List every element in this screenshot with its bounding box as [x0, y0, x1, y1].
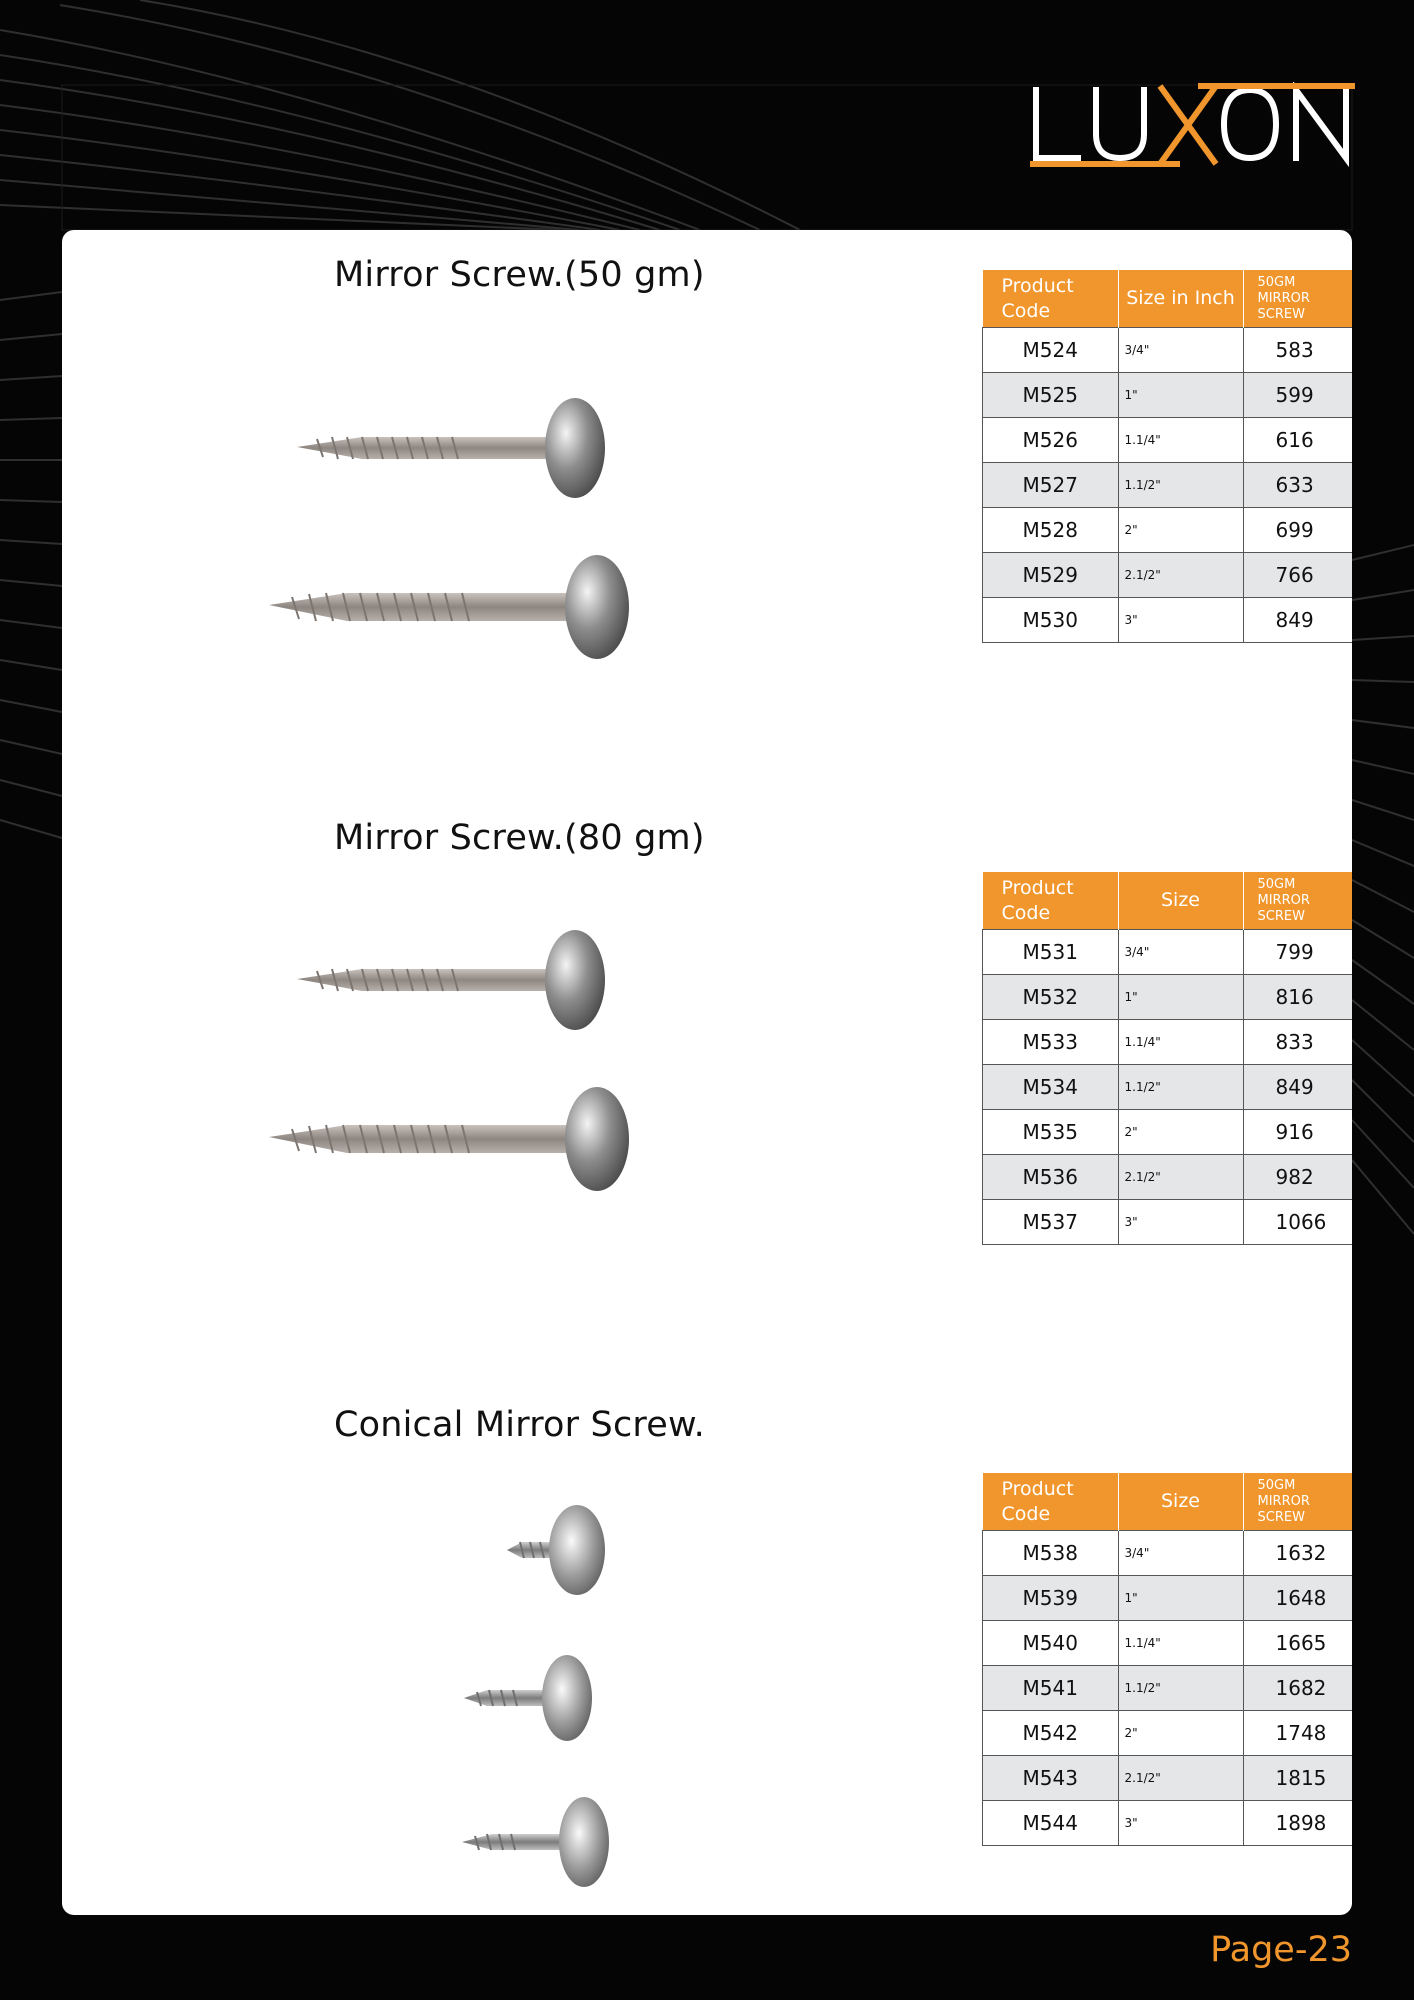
- table-row: [983, 1531, 1353, 1576]
- product-size: 3": [1118, 1801, 1243, 1846]
- table-row: [983, 1621, 1353, 1666]
- product-price: 616: [1243, 418, 1352, 463]
- product-size: 1.1/4": [1118, 1621, 1243, 1666]
- price-table-80gm: [982, 872, 1352, 1245]
- table-row: [983, 1666, 1353, 1711]
- product-price: 633: [1243, 463, 1352, 508]
- conical-screws-icon: [442, 1490, 702, 1890]
- table-row: [983, 373, 1353, 418]
- product-size: 2": [1118, 1110, 1243, 1155]
- table-row: [983, 598, 1353, 643]
- product-size: 3/4": [1118, 930, 1243, 975]
- product-code: M525: [983, 373, 1119, 418]
- product-price: 916: [1243, 1110, 1352, 1155]
- product-size: 1": [1118, 373, 1243, 418]
- table-row: [983, 508, 1353, 553]
- product-code: M538: [983, 1531, 1119, 1576]
- product-code: M535: [983, 1110, 1119, 1155]
- product-code: M542: [983, 1711, 1119, 1756]
- header-product-code: Product Code: [983, 270, 1119, 328]
- product-price: 1682: [1243, 1666, 1352, 1711]
- product-size: 1.1/2": [1118, 1065, 1243, 1110]
- product-size: 1.1/2": [1118, 463, 1243, 508]
- product-code: M526: [983, 418, 1119, 463]
- product-code: M527: [983, 463, 1119, 508]
- product-size: 1": [1118, 975, 1243, 1020]
- product-price: 799: [1243, 930, 1352, 975]
- page-number: Page-23: [1210, 1930, 1352, 1970]
- product-code: M533: [983, 1020, 1119, 1065]
- product-size: 2.1/2": [1118, 1155, 1243, 1200]
- luxon-logo: [1030, 82, 1355, 172]
- product-price: 1632: [1243, 1531, 1352, 1576]
- product-price: 1665: [1243, 1621, 1352, 1666]
- table-row: [983, 1711, 1353, 1756]
- product-price: 849: [1243, 598, 1352, 643]
- product-code: M541: [983, 1666, 1119, 1711]
- product-price: 766: [1243, 553, 1352, 598]
- header-price: 50GM MIRROR SCREW: [1243, 270, 1352, 328]
- table-row: [983, 930, 1353, 975]
- product-size: 2.1/2": [1118, 553, 1243, 598]
- product-size: 2": [1118, 508, 1243, 553]
- product-size: 3": [1118, 1200, 1243, 1245]
- product-size: 2.1/2": [1118, 1756, 1243, 1801]
- product-size: 1.1/4": [1118, 418, 1243, 463]
- product-size: 1.1/2": [1118, 1666, 1243, 1711]
- header-product-code: Product Code: [983, 872, 1119, 930]
- table-row: [983, 418, 1353, 463]
- product-code: M531: [983, 930, 1119, 975]
- section-title: Conical Mirror Screw.: [334, 1405, 705, 1445]
- product-price: 1066: [1243, 1200, 1352, 1245]
- table-row: [983, 1110, 1353, 1155]
- product-code: M540: [983, 1621, 1119, 1666]
- product-code: M529: [983, 553, 1119, 598]
- product-price: 982: [1243, 1155, 1352, 1200]
- table-row: [983, 1155, 1353, 1200]
- product-code: M530: [983, 598, 1119, 643]
- product-code: M543: [983, 1756, 1119, 1801]
- table-row: [983, 1065, 1353, 1110]
- product-size: 3/4": [1118, 1531, 1243, 1576]
- product-card: [62, 230, 1352, 1915]
- table-row: [983, 1020, 1353, 1065]
- product-code: M534: [983, 1065, 1119, 1110]
- table-row: [983, 328, 1353, 373]
- table-row: [983, 1200, 1353, 1245]
- long-dome-screws-icon: [257, 927, 777, 1207]
- table-row: [983, 553, 1353, 598]
- header-size: Size in Inch: [1118, 270, 1243, 328]
- product-size: 3": [1118, 598, 1243, 643]
- product-price: 849: [1243, 1065, 1352, 1110]
- product-price: 833: [1243, 1020, 1352, 1065]
- header-price: 50GM MIRROR SCREW: [1243, 1473, 1352, 1531]
- product-code: M544: [983, 1801, 1119, 1846]
- product-code: M524: [983, 328, 1119, 373]
- table-row: [983, 1801, 1353, 1846]
- product-size: 2": [1118, 1711, 1243, 1756]
- section-title: Mirror Screw.(50 gm): [334, 255, 705, 295]
- product-price: 599: [1243, 373, 1352, 418]
- table-row: [983, 1756, 1353, 1801]
- header-size: Size: [1118, 1473, 1243, 1531]
- header-size: Size: [1118, 872, 1243, 930]
- table-row: [983, 975, 1353, 1020]
- table-row: [983, 463, 1353, 508]
- header-price: 50GM MIRROR SCREW: [1243, 872, 1352, 930]
- product-code: M539: [983, 1576, 1119, 1621]
- product-price: 1815: [1243, 1756, 1352, 1801]
- product-code: M528: [983, 508, 1119, 553]
- product-size: 3/4": [1118, 328, 1243, 373]
- product-size: 1.1/4": [1118, 1020, 1243, 1065]
- section-title: Mirror Screw.(80 gm): [334, 818, 705, 858]
- price-table-50gm: [982, 270, 1352, 643]
- product-price: 1898: [1243, 1801, 1352, 1846]
- product-code: M537: [983, 1200, 1119, 1245]
- product-code: M536: [983, 1155, 1119, 1200]
- long-dome-screws-icon: [257, 395, 777, 675]
- product-code: M532: [983, 975, 1119, 1020]
- price-table-conical: [982, 1473, 1352, 1846]
- product-size: 1": [1118, 1576, 1243, 1621]
- product-price: 583: [1243, 328, 1352, 373]
- product-price: 699: [1243, 508, 1352, 553]
- table-row: [983, 1576, 1353, 1621]
- product-price: 1748: [1243, 1711, 1352, 1756]
- header-product-code: Product Code: [983, 1473, 1119, 1531]
- product-price: 1648: [1243, 1576, 1352, 1621]
- product-price: 816: [1243, 975, 1352, 1020]
